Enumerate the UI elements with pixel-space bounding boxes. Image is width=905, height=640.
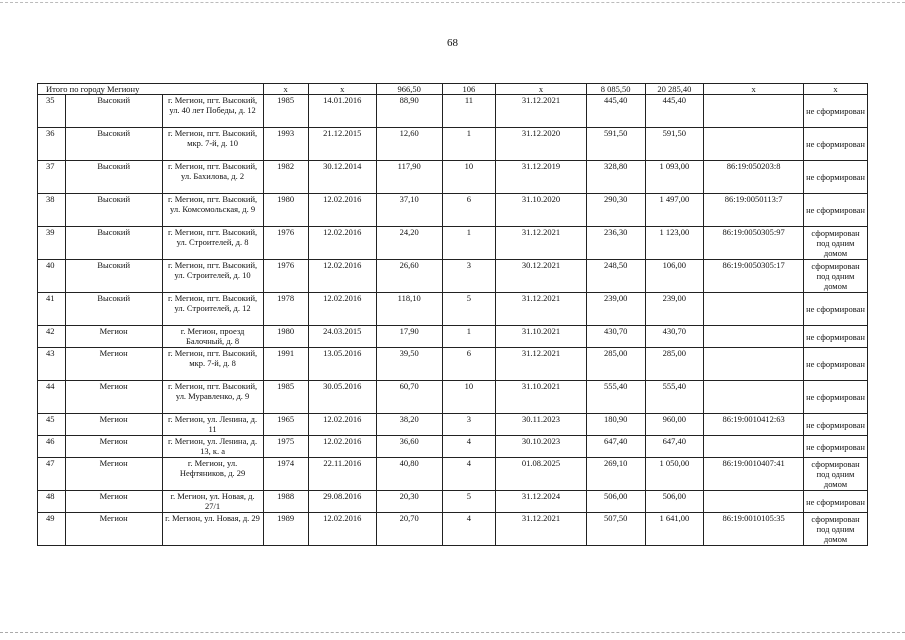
row-residents: 4 <box>442 436 496 458</box>
row-status: не сформирован <box>804 348 868 381</box>
row-locality: Мегион <box>65 436 162 458</box>
row-residents: 5 <box>442 491 496 513</box>
row-cost: 591,50 <box>586 128 645 161</box>
row-date: 30.12.2014 <box>308 161 376 194</box>
table-row <box>38 260 868 293</box>
row-address: г. Мегион, пгт. Высокий, ул. Муравленко, д. 9 <box>162 381 263 414</box>
row-cadastral <box>704 436 804 458</box>
row-cadastral: 86:19:0050113:7 <box>704 194 804 227</box>
row-area: 24,20 <box>376 227 442 260</box>
row-year: 1989 <box>263 513 308 546</box>
row-date: 30.05.2016 <box>308 381 376 414</box>
row-year: 1978 <box>263 293 308 326</box>
table-row <box>38 491 868 513</box>
row-year: 1993 <box>263 128 308 161</box>
row-number: 48 <box>38 491 66 513</box>
housing-registry-table <box>37 83 868 546</box>
row-plan-date: 31.10.2021 <box>496 381 587 414</box>
row-plan-date: 31.12.2020 <box>496 128 587 161</box>
row-cadastral <box>704 293 804 326</box>
row-year: 1985 <box>263 381 308 414</box>
row-year: 1980 <box>263 326 308 348</box>
row-cost: 269,10 <box>586 458 645 491</box>
row-fund: 506,00 <box>645 491 704 513</box>
row-cost: 290,30 <box>586 194 645 227</box>
row-fund: 106,00 <box>645 260 704 293</box>
row-status: сформирован под одним домом <box>804 458 868 491</box>
row-locality: Мегион <box>65 326 162 348</box>
row-year: 1991 <box>263 348 308 381</box>
row-residents: 10 <box>442 381 496 414</box>
row-year: 1976 <box>263 260 308 293</box>
row-date: 12.02.2016 <box>308 513 376 546</box>
row-number: 36 <box>38 128 66 161</box>
table-row <box>38 458 868 491</box>
table-row <box>38 381 868 414</box>
row-status: сформирован под одним домом <box>804 513 868 546</box>
row-date: 12.02.2016 <box>308 293 376 326</box>
row-date: 21.12.2015 <box>308 128 376 161</box>
row-cadastral <box>704 128 804 161</box>
row-plan-date: 31.12.2021 <box>496 95 587 128</box>
row-residents: 3 <box>442 260 496 293</box>
row-fund: 239,00 <box>645 293 704 326</box>
row-cost: 236,30 <box>586 227 645 260</box>
row-cost: 180,90 <box>586 414 645 436</box>
row-cadastral: 86:19:0050305:17 <box>704 260 804 293</box>
row-residents: 11 <box>442 95 496 128</box>
row-area: 37,10 <box>376 194 442 227</box>
row-address: г. Мегион, пгт. Высокий, ул. Бахилова, д. 2 <box>162 161 263 194</box>
row-address: г. Мегион, ул. Ленина, д. 13, к. а <box>162 436 263 458</box>
table-row <box>38 227 868 260</box>
table-row <box>38 194 868 227</box>
row-plan-date: 30.10.2023 <box>496 436 587 458</box>
row-status: сформирован под одним домом <box>804 227 868 260</box>
row-date: 24.03.2015 <box>308 326 376 348</box>
row-fund: 960,00 <box>645 414 704 436</box>
row-status: не сформирован <box>804 326 868 348</box>
row-fund: 430,70 <box>645 326 704 348</box>
row-status: сформирован под одним домом <box>804 260 868 293</box>
total-cost: 8 085,50 <box>586 84 645 95</box>
row-plan-date: 30.11.2023 <box>496 414 587 436</box>
row-address: г. Мегион, пгт. Высокий, мкр. 7-й, д. 10 <box>162 128 263 161</box>
row-cadastral: 86:19:0010105:35 <box>704 513 804 546</box>
row-residents: 1 <box>442 227 496 260</box>
row-fund: 555,40 <box>645 381 704 414</box>
row-cost: 506,00 <box>586 491 645 513</box>
row-fund: 285,00 <box>645 348 704 381</box>
total-label: Итого по городу Мегиону <box>38 84 264 95</box>
total-row <box>38 84 868 95</box>
total-residents: 106 <box>442 84 496 95</box>
row-residents: 6 <box>442 194 496 227</box>
row-status: не сформирован <box>804 436 868 458</box>
table-row <box>38 95 868 128</box>
row-cost: 445,40 <box>586 95 645 128</box>
table-row <box>38 436 868 458</box>
row-address: г. Мегион, пгт. Высокий, ул. Строителей, д. 12 <box>162 293 263 326</box>
row-plan-date: 31.10.2020 <box>496 194 587 227</box>
row-address: г. Мегион, ул. Нефтяников, д. 29 <box>162 458 263 491</box>
table-row <box>38 293 868 326</box>
table-row <box>38 128 868 161</box>
row-address: г. Мегион, пгт. Высокий, мкр. 7-й, д. 8 <box>162 348 263 381</box>
row-locality: Мегион <box>65 513 162 546</box>
row-plan-date: 31.12.2021 <box>496 293 587 326</box>
row-year: 1985 <box>263 95 308 128</box>
row-area: 20,70 <box>376 513 442 546</box>
row-residents: 4 <box>442 513 496 546</box>
row-locality: Высокий <box>65 194 162 227</box>
row-status: не сформирован <box>804 491 868 513</box>
row-residents: 5 <box>442 293 496 326</box>
row-year: 1988 <box>263 491 308 513</box>
row-number: 47 <box>38 458 66 491</box>
row-plan-date: 01.08.2025 <box>496 458 587 491</box>
row-year: 1974 <box>263 458 308 491</box>
row-locality: Мегион <box>65 381 162 414</box>
row-locality: Высокий <box>65 260 162 293</box>
table-row <box>38 348 868 381</box>
row-cadastral <box>704 348 804 381</box>
row-year: 1982 <box>263 161 308 194</box>
row-cadastral <box>704 95 804 128</box>
row-locality: Высокий <box>65 95 162 128</box>
row-locality: Мегион <box>65 414 162 436</box>
row-cost: 285,00 <box>586 348 645 381</box>
row-locality: Высокий <box>65 227 162 260</box>
row-date: 29.08.2016 <box>308 491 376 513</box>
row-date: 14.01.2016 <box>308 95 376 128</box>
row-area: 38,20 <box>376 414 442 436</box>
row-cadastral <box>704 491 804 513</box>
row-area: 117,90 <box>376 161 442 194</box>
table-body <box>38 84 868 546</box>
row-area: 17,90 <box>376 326 442 348</box>
total-plan-date: х <box>496 84 587 95</box>
total-status: х <box>804 84 868 95</box>
row-plan-date: 31.12.2019 <box>496 161 587 194</box>
page-number: 68 <box>447 37 458 49</box>
row-address: г. Мегион, пгт. Высокий, ул. Строителей, д. 10 <box>162 260 263 293</box>
row-year: 1965 <box>263 414 308 436</box>
row-cost: 647,40 <box>586 436 645 458</box>
row-residents: 4 <box>442 458 496 491</box>
row-address: г. Мегион, пгт. Высокий, ул. Строителей, д. 8 <box>162 227 263 260</box>
row-date: 12.02.2016 <box>308 194 376 227</box>
total-date: х <box>308 84 376 95</box>
row-number: 42 <box>38 326 66 348</box>
row-number: 40 <box>38 260 66 293</box>
row-cadastral: 86:19:0050305:97 <box>704 227 804 260</box>
row-plan-date: 31.12.2024 <box>496 491 587 513</box>
total-year: х <box>263 84 308 95</box>
row-cost: 239,00 <box>586 293 645 326</box>
row-number: 43 <box>38 348 66 381</box>
row-status: не сформирован <box>804 293 868 326</box>
row-cost: 507,50 <box>586 513 645 546</box>
row-number: 35 <box>38 95 66 128</box>
row-date: 12.02.2016 <box>308 227 376 260</box>
row-area: 39,50 <box>376 348 442 381</box>
row-status: не сформирован <box>804 414 868 436</box>
row-status: не сформирован <box>804 161 868 194</box>
row-area: 36,60 <box>376 436 442 458</box>
row-cadastral <box>704 381 804 414</box>
row-area: 20,30 <box>376 491 442 513</box>
row-fund: 1 050,00 <box>645 458 704 491</box>
row-cost: 430,70 <box>586 326 645 348</box>
table-row <box>38 513 868 546</box>
total-cadastral: х <box>704 84 804 95</box>
row-date: 22.11.2016 <box>308 458 376 491</box>
scan-edge-top <box>0 2 905 3</box>
row-fund: 1 641,00 <box>645 513 704 546</box>
row-date: 13.05.2016 <box>308 348 376 381</box>
row-number: 38 <box>38 194 66 227</box>
row-fund: 591,50 <box>645 128 704 161</box>
row-locality: Высокий <box>65 161 162 194</box>
row-address: г. Мегион, пгт. Высокий, ул. Комсомольская, д. 9 <box>162 194 263 227</box>
row-locality: Высокий <box>65 293 162 326</box>
row-residents: 1 <box>442 326 496 348</box>
row-status: не сформирован <box>804 95 868 128</box>
row-cost: 248,50 <box>586 260 645 293</box>
row-locality: Мегион <box>65 491 162 513</box>
row-area: 88,90 <box>376 95 442 128</box>
row-status: не сформирован <box>804 381 868 414</box>
row-address: г. Мегион, ул. Ленина, д. 11 <box>162 414 263 436</box>
table-row <box>38 161 868 194</box>
row-area: 60,70 <box>376 381 442 414</box>
row-residents: 6 <box>442 348 496 381</box>
row-fund: 647,40 <box>645 436 704 458</box>
row-area: 118,10 <box>376 293 442 326</box>
row-number: 45 <box>38 414 66 436</box>
row-status: не сформирован <box>804 194 868 227</box>
row-year: 1980 <box>263 194 308 227</box>
row-date: 12.02.2016 <box>308 414 376 436</box>
row-fund: 1 123,00 <box>645 227 704 260</box>
row-address: г. Мегион, проезд Балочный, д. 8 <box>162 326 263 348</box>
row-number: 46 <box>38 436 66 458</box>
row-area: 40,80 <box>376 458 442 491</box>
row-number: 49 <box>38 513 66 546</box>
row-address: г. Мегион, ул. Новая, д. 29 <box>162 513 263 546</box>
row-cost: 555,40 <box>586 381 645 414</box>
table-row <box>38 326 868 348</box>
row-cadastral <box>704 326 804 348</box>
row-number: 44 <box>38 381 66 414</box>
row-number: 37 <box>38 161 66 194</box>
row-locality: Высокий <box>65 128 162 161</box>
row-locality: Мегион <box>65 458 162 491</box>
row-year: 1976 <box>263 227 308 260</box>
row-fund: 1 093,00 <box>645 161 704 194</box>
row-locality: Мегион <box>65 348 162 381</box>
row-fund: 445,40 <box>645 95 704 128</box>
row-number: 39 <box>38 227 66 260</box>
row-residents: 10 <box>442 161 496 194</box>
row-fund: 1 497,00 <box>645 194 704 227</box>
total-fund: 20 285,40 <box>645 84 704 95</box>
row-year: 1975 <box>263 436 308 458</box>
row-residents: 3 <box>442 414 496 436</box>
table-row <box>38 414 868 436</box>
row-address: г. Мегион, ул. Новая, д. 27/1 <box>162 491 263 513</box>
row-date: 12.02.2016 <box>308 260 376 293</box>
row-status: не сформирован <box>804 128 868 161</box>
row-address: г. Мегион, пгт. Высокий, ул. 40 лет Победы, д. 12 <box>162 95 263 128</box>
row-plan-date: 31.12.2021 <box>496 513 587 546</box>
row-number: 41 <box>38 293 66 326</box>
row-area: 12,60 <box>376 128 442 161</box>
row-cadastral: 86:19:0010407:41 <box>704 458 804 491</box>
row-cadastral: 86:19:050203:8 <box>704 161 804 194</box>
row-plan-date: 31.10.2021 <box>496 326 587 348</box>
row-plan-date: 30.12.2021 <box>496 260 587 293</box>
row-cadastral: 86:19:0010412:63 <box>704 414 804 436</box>
row-residents: 1 <box>442 128 496 161</box>
total-area: 966,50 <box>376 84 442 95</box>
row-cost: 328,80 <box>586 161 645 194</box>
row-plan-date: 31.12.2021 <box>496 348 587 381</box>
row-date: 12.02.2016 <box>308 436 376 458</box>
row-area: 26,60 <box>376 260 442 293</box>
scan-edge-bottom <box>0 632 905 633</box>
row-plan-date: 31.12.2021 <box>496 227 587 260</box>
